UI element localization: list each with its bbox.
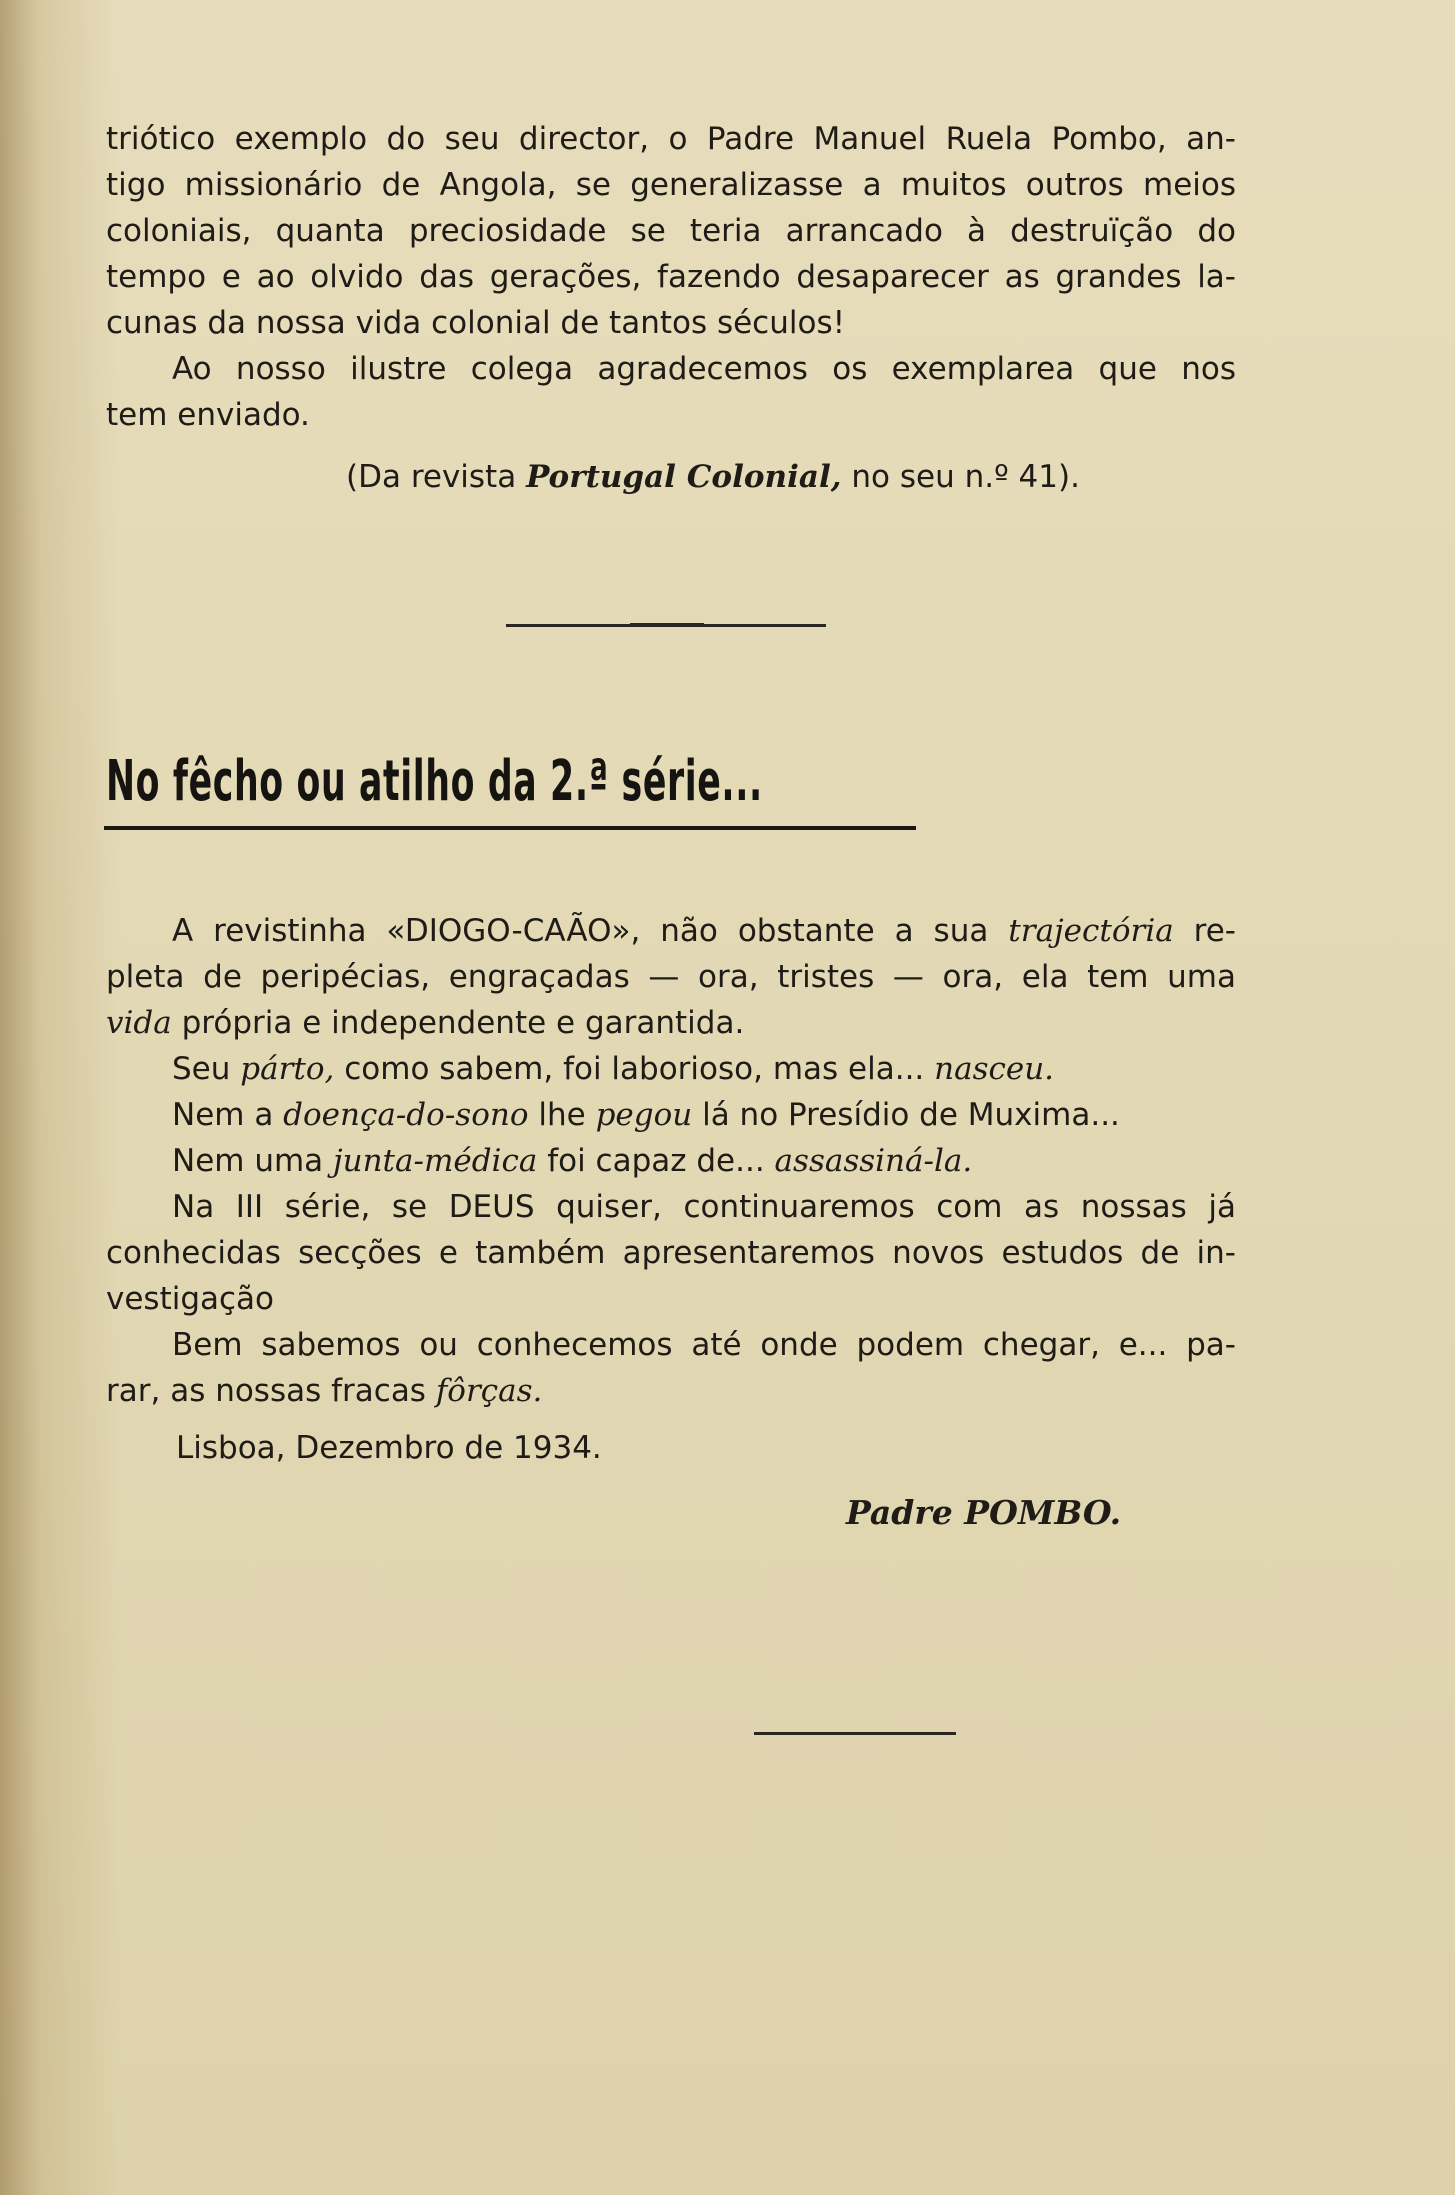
text-line: Seu párto, como sabem, foi laborioso, mas ela... nasceu. bbox=[172, 1051, 1055, 1087]
text-line: Ao nosso ilustre colega agradecemos os exemplarea que nos bbox=[172, 351, 1236, 387]
date-line: Lisboa, Dezembro de 1934. bbox=[176, 1430, 602, 1466]
section-heading: No fêcho ou atilho da 2.ª série... bbox=[106, 749, 763, 814]
text-line: tem enviado. bbox=[106, 397, 310, 433]
text-line: vida própria e independente e garantida. bbox=[106, 1005, 745, 1041]
text-line: Bem sabemos ou conhecemos até onde podem chegar, e... pa- bbox=[172, 1327, 1236, 1363]
text-line: Na III série, se DEUS quiser, continuaremos com as nossas já bbox=[172, 1189, 1236, 1225]
text-line: cunas da nossa vida colonial de tantos séculos! bbox=[106, 305, 846, 341]
source-prefix: (Da revista bbox=[346, 459, 517, 495]
bottom-rule bbox=[754, 1732, 956, 1735]
text-line: pleta de peripécias, engraçadas — ora, tristes — ora, ela tem uma bbox=[106, 959, 1236, 995]
italic-word: nasceu. bbox=[934, 1051, 1055, 1087]
text-line: A revistinha «DIOGO-CAÃO», não obstante a sua trajectória re- bbox=[172, 913, 1236, 949]
italic-word: párto, bbox=[240, 1051, 335, 1087]
source-citation bbox=[346, 452, 1080, 502]
text-line: Nem uma junta-médica foi capaz de... assassiná-la. bbox=[172, 1143, 973, 1179]
text-line: rar, as nossas fracas fôrças. bbox=[106, 1373, 543, 1409]
italic-word: trajectória bbox=[1008, 913, 1174, 949]
heading-underline bbox=[104, 826, 916, 830]
signature: Padre POMBO. bbox=[846, 1493, 1122, 1532]
text-line: triótico exemplo do seu director, o Padre Manuel Ruela Pombo, an- bbox=[106, 121, 1236, 157]
separator-rule-center bbox=[630, 623, 704, 627]
italic-word: junta-médica bbox=[333, 1143, 538, 1179]
italic-word: vida bbox=[106, 1005, 172, 1041]
text-line: coloniais, quanta preciosidade se teria arrancado à destruïção do bbox=[106, 213, 1236, 249]
italic-word: fôrças. bbox=[435, 1373, 543, 1409]
text-line: conhecidas secções e também apresentaremos novos estudos de in- bbox=[106, 1235, 1236, 1271]
text-line: vestigação bbox=[106, 1281, 275, 1317]
italic-word: pegou bbox=[595, 1097, 693, 1133]
text-line: tempo e ao olvido das gerações, fazendo desaparecer as grandes la- bbox=[106, 259, 1236, 295]
italic-word: assassiná-la. bbox=[774, 1143, 973, 1179]
text-line: Nem a doença-do-sono lhe pegou lá no Presídio de Muxima... bbox=[172, 1097, 1120, 1133]
magazine-title: Portugal Colonial, bbox=[526, 459, 842, 495]
source-suffix: no seu n.º 41). bbox=[851, 459, 1080, 495]
italic-word: doença-do-sono bbox=[283, 1097, 529, 1133]
text-line: tigo missionário de Angola, se generalizasse a muitos outros meios bbox=[106, 167, 1236, 203]
